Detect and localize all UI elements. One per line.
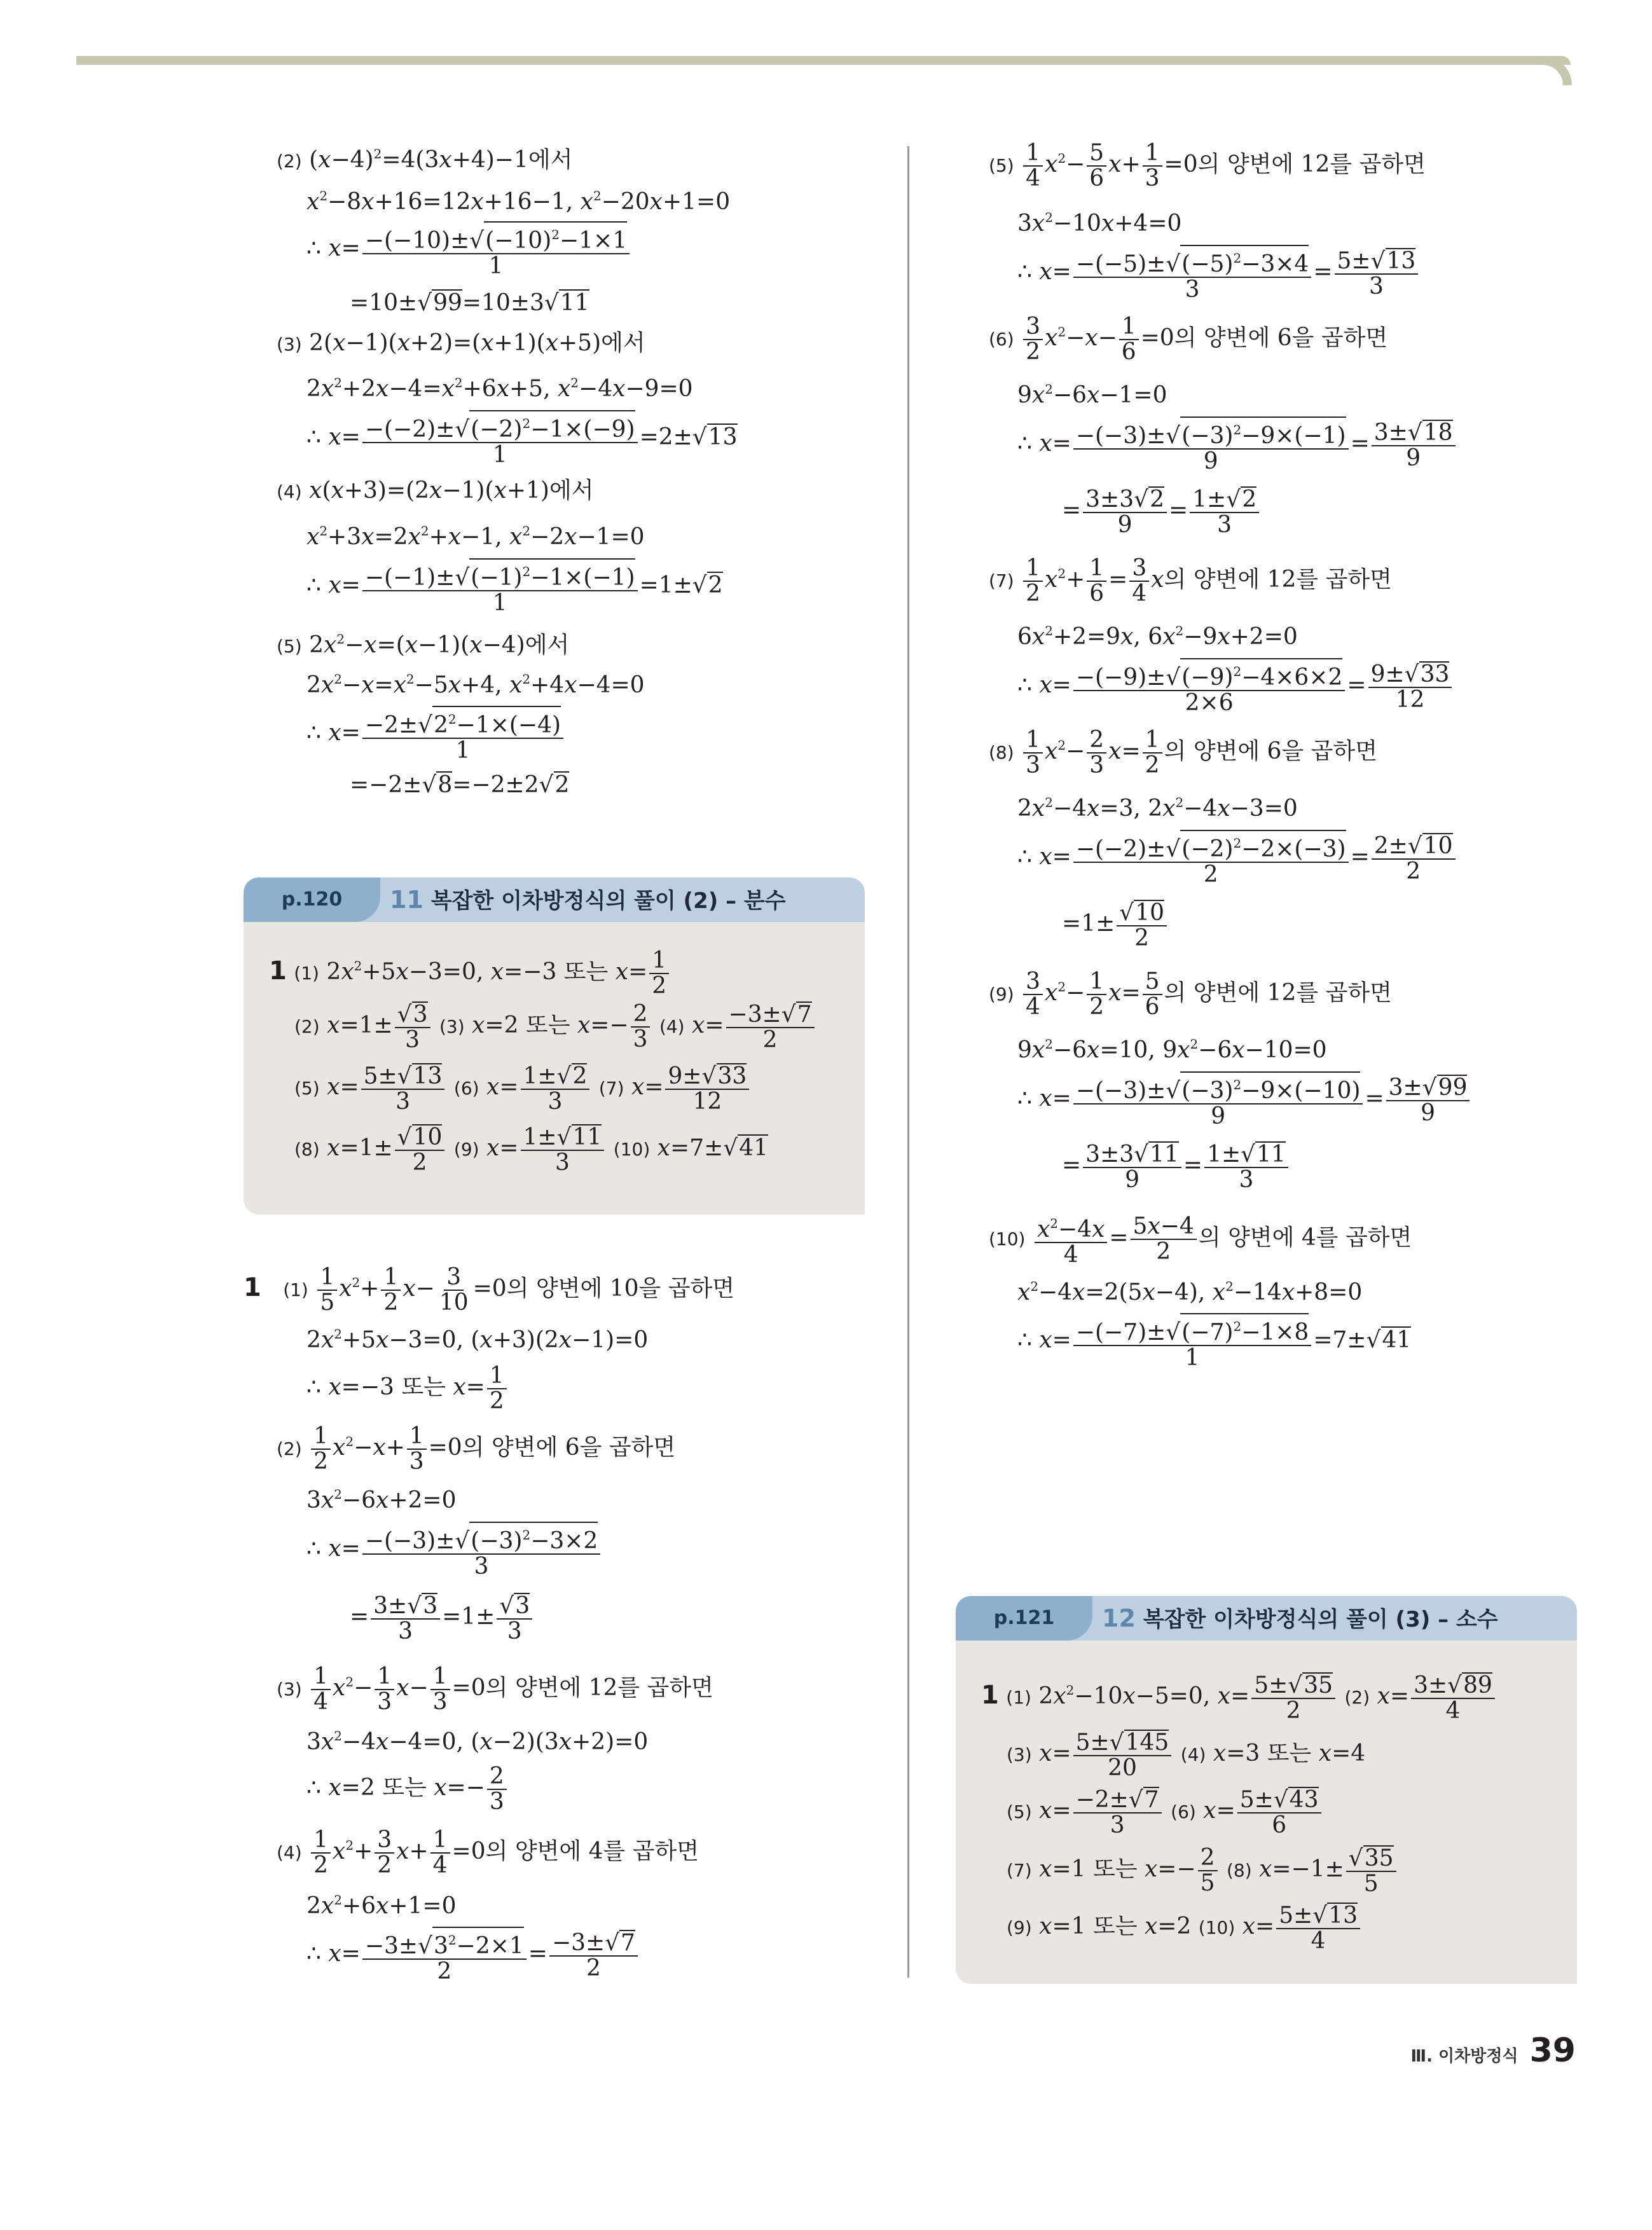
top-decorative-bar — [76, 56, 1571, 65]
chapter-label: Ⅲ. 이차방정식 — [1410, 2047, 1518, 2066]
r9-head: (9) $\frac{3}{4}$ $x^2-$ $\frac{1}{2}$ x= $\frac{5}{6}$ 의 양변에 12를 곱하면 — [989, 968, 1392, 1020]
r7-head: (7) $\frac{1}{2}$ $x^2+$ $\frac{1}{6}$ = $\frac{3}{4}$ x의 양변에 12를 곱하면 — [989, 555, 1392, 607]
column-divider — [907, 146, 909, 1978]
solution-3-line1: $2x^2+2x-4=x^2+6x+5$, $x^2-4x-9=0$ — [306, 375, 693, 402]
solution-5-line1: $2x^2-x=x^2-5x+4$, $x^2+4x-4=0$ — [306, 671, 645, 698]
box2-answer-9-10: (9) x=1 또는 x=2 (10) x= $\frac{5\pm√13}{4}$ — [1007, 1903, 1362, 1953]
solution-4-line1: $x^2+3x=2x^2+x-1$, $x^2-2x-1=0$ — [306, 523, 645, 550]
q4-head: (4) $\frac{1}{2}$ $x^2+$ $\frac{3}{2}$ x+ $\frac{1}{4}$ =0의 양변에 4를 곱하면 — [277, 1827, 699, 1878]
q2-head: (2) $\frac{1}{2}$ $x^2-x+$ $\frac{1}{3}$ =0의 양변에 6을 곱하면 — [277, 1423, 676, 1475]
section-title-text: 복잡한 이차방정식의 풀이 (3) – 소수 — [1143, 1607, 1498, 1632]
q3-head: (3) $\frac{1}{4}$ $x^2-$ $\frac{1}{3}$ x− $\frac{1}{3}$ =0의 양변에 12를 곱하면 — [277, 1663, 713, 1715]
r8-line2: ∴ x= $\frac{-(-2)\pm√(-2)^2-2\times(-3)}{2}$ = $\frac{2\pm√10}{2}$ — [1017, 830, 1457, 887]
r7-line2: ∴ x= $\frac{-(-9)\pm√(-9)^2-4\times 6\times 2}{2\times 6}$ = $\frac{9\pm√33}{12}$ — [1017, 658, 1454, 715]
box2-answer-1-2: 1 (1) $2x^2-10x-5=0$, x= $\frac{5\pm√35}{2}$ (2) x= $\frac{3\pm√89}{4}$ — [981, 1672, 1497, 1723]
q1-line2: ∴ x=−3 또는 x= $\frac{1}{2}$ — [306, 1364, 509, 1414]
solution-5-head: (5) $2x^2-x=(x-1)(x-4)$에서 — [277, 631, 570, 658]
box1-answer-1: 1 (1) $2x^2+5x-3=0$, x=−3 또는 x= $\frac{1}{2}$ — [269, 949, 671, 998]
r9-line3: = $\frac{3\pm 3√11}{9}$ = $\frac{1\pm√11}{3}$ — [1062, 1141, 1290, 1192]
q2-line3: = $\frac{3\pm√3}{3}$ =1± $\frac{√3}{3}$ — [350, 1593, 534, 1644]
r5-head: (5) $\frac{1}{4}$ $x^2-$ $\frac{5}{6}$ x+ $\frac{1}{3}$ =0의 양변에 12를 곱하면 — [989, 140, 1426, 191]
solution-2-line1: $x^2-8x+16=12x+16-1$, $x^2-20x+1=0$ — [306, 188, 731, 215]
box2-answer-3-4: (3) x= $\frac{5\pm√145}{20}$ (4) x=3 또는 x=4 — [1007, 1730, 1366, 1781]
box1-answer-5-7: (5) x= $\frac{5\pm√13}{3}$ (6) x= $\frac{1\pm√2}{3}$ (7) x= $\frac{9\pm√33}{12}$ — [294, 1063, 751, 1114]
solution-4-head: (4) x(x+3)=(2x−1)(x+1)에서 — [277, 478, 594, 504]
r8-head: (8) $\frac{1}{3}$ $x^2-$ $\frac{2}{3}$ x= $\frac{1}{2}$ 의 양변에 6을 곱하면 — [989, 727, 1377, 778]
page-ref-badge: p.120 — [244, 878, 380, 922]
r6-line2: ∴ x= $\frac{-(-3)\pm√(-3)^2-9\times(-1)}{9}$ = $\frac{3\pm√18}{9}$ — [1017, 416, 1457, 474]
q1-line1: $2x^2+5x-3=0$, (x+3)(2x−1)=0 — [306, 1326, 649, 1353]
page-number: 39 — [1529, 2032, 1576, 2070]
r7-line1: $6x^2+2=9x$, $6x^2-9x+2=0$ — [1017, 623, 1298, 650]
solution-3-line2: ∴ x= $\frac{-(-2)\pm√(-2)^2-1\times(-9)}{1}$ =2±√13 — [306, 410, 738, 467]
solution-2-head: (2) $(x-4)^2=4(3x+4)-1$에서 — [277, 146, 573, 173]
r10-line1: $x^2-4x=2(5x-4)$, $x^2-14x+8=0$ — [1017, 1279, 1363, 1305]
r10-line2: ∴ x= $\frac{-(-7)\pm√(-7)^2-1\times 8}{1}$ =7±√41 — [1017, 1313, 1411, 1370]
section-number: 12 — [1102, 1604, 1136, 1632]
q2-line2: ∴ x= $\frac{-(-3)\pm√(-3)^2-3\times 2}{3}$ — [306, 1522, 602, 1579]
q1-head: 1 (1) $\frac{1}{5}$ $x^2+$ $\frac{1}{2}$ x− $\frac{3}{10}$ =0의 양변에 10을 곱하면 — [244, 1264, 735, 1316]
q2-line1: $3x^2-6x+2=0$ — [306, 1487, 457, 1513]
r9-line2: ∴ x= $\frac{-(-3)\pm√(-3)^2-9\times(-10)}{9}$ = $\frac{3\pm√99}{9}$ — [1017, 1071, 1471, 1129]
r10-head: (10) $\frac{x^2-4x}{4}$ = $\frac{5x-4}{2}$ 의 양변에 4를 곱하면 — [989, 1211, 1412, 1267]
section-number: 11 — [390, 886, 423, 914]
r5-line1: $3x^2-10x+4=0$ — [1017, 210, 1182, 237]
r8-line1: $2x^2-4x=3$, $2x^2-4x-3=0$ — [1017, 795, 1298, 822]
solution-2-line3: =10±√99=10±3√11 — [350, 290, 589, 316]
r9-line1: $9x^2-6x=10$, $9x^2-6x-10=0$ — [1017, 1036, 1327, 1063]
solution-3-head: (3) 2(x−1)(x+2)=(x+1)(x+5)에서 — [277, 330, 645, 356]
q3-line2: ∴ x=2 또는 x=− $\frac{2}{3}$ — [306, 1765, 509, 1814]
section-title — [390, 878, 786, 922]
q4-line1: $2x^2+6x+1=0$ — [306, 1892, 457, 1919]
solution-5-line2: ∴ x= $\frac{-2\pm√2^2-1\times(-4)}{1}$ — [306, 706, 565, 763]
r6-line1: $9x^2-6x-1=0$ — [1017, 382, 1167, 408]
r8-line3: =1± $\frac{√10}{2}$ — [1062, 900, 1169, 951]
section-title-text: 복잡한 이차방정식의 풀이 (2) – 분수 — [430, 888, 786, 914]
section-title — [1102, 1596, 1498, 1641]
r6-line3: = $\frac{3\pm 3√2}{9}$ = $\frac{1\pm√2}{3}$ — [1062, 486, 1261, 537]
r5-line2: ∴ x= $\frac{-(-5)\pm√(-5)^2-3\times 4}{3}$ = $\frac{5\pm√13}{3}$ — [1017, 245, 1420, 302]
q4-line2: ∴ x= $\frac{-3\pm√3^2-2\times 1}{2}$ = $\frac{-3\pm√7}{2}$ — [306, 1927, 640, 1984]
answer-box-p120 — [244, 878, 865, 1215]
r6-head: (6) $\frac{3}{2}$ $x^2-x-$ $\frac{1}{6}$ =0의 양변에 6을 곱하면 — [989, 313, 1388, 365]
box1-answer-2-4: (2) x=1± $\frac{√3}{3}$ (3) x=2 또는 x=− $\frac{2}{3}$ (4) x= $\frac{-3\pm√7}{2}$ — [294, 1001, 816, 1052]
box1-answer-8-10: (8) x=1± $\frac{√10}{2}$ (9) x= $\frac{1\pm√11}{3}$ (10) x=7±√41 — [294, 1124, 769, 1176]
solution-4-line2: ∴ x= $\frac{-(-1)\pm√(-1)^2-1\times(-1)}{1}$ =1±√2 — [306, 558, 723, 616]
box2-answer-7-8: (7) x=1 또는 x=− $\frac{2}{5}$ (8) x=−1± $\frac{√35}{5}$ — [1007, 1845, 1398, 1896]
box2-answer-5-6: (5) x= $\frac{-2\pm√7}{3}$ (6) x= $\frac{5\pm√43}{6}$ — [1007, 1787, 1323, 1838]
page-footer — [1411, 2032, 1576, 2070]
q3-line1: $3x^2-4x-4=0$, (x−2)(3x+2)=0 — [306, 1728, 649, 1755]
answer-box-p121 — [956, 1596, 1577, 1984]
solution-2-line2: ∴ x= $\frac{-(-10)\pm√(-10)^2-1\times 1}{1}$ — [306, 221, 631, 279]
page-ref-badge: p.121 — [956, 1596, 1092, 1641]
solution-5-line3: =−2±√8=−2±2√2 — [350, 772, 570, 798]
